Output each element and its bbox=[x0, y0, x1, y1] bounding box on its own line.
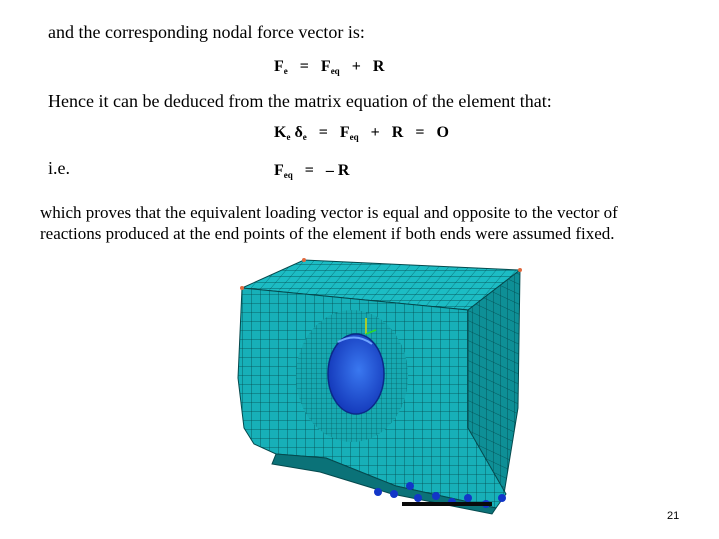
eq2-delta: δ bbox=[294, 124, 303, 141]
eq1-t1-sub: eq bbox=[330, 66, 340, 76]
eq1-op2: + bbox=[351, 58, 361, 75]
hole bbox=[328, 334, 384, 414]
eq1-op1: = bbox=[299, 58, 309, 75]
equation-element-matrix bbox=[274, 124, 449, 142]
eq2-op1: = bbox=[318, 124, 328, 141]
corner-node bbox=[302, 258, 306, 262]
eq2-delta-sub: e bbox=[302, 132, 307, 142]
equation-equivalent-load bbox=[274, 162, 349, 180]
eq3-lhs-sub: eq bbox=[283, 170, 293, 180]
eq3-lhs: F bbox=[274, 162, 284, 179]
eq3-op1: = bbox=[304, 162, 314, 179]
equation-nodal-force bbox=[274, 58, 384, 76]
eq2-t1: F bbox=[339, 124, 350, 141]
hence-text: Hence it can be deduced from the matrix equation of the element that: bbox=[48, 91, 552, 111]
eq2-op3: = bbox=[415, 124, 425, 141]
fe-mesh-figure bbox=[206, 258, 530, 516]
corner-node bbox=[240, 286, 244, 290]
eq2-k-sub: e bbox=[286, 132, 291, 142]
eq2-t3: O bbox=[436, 124, 449, 141]
eq3-rhs: – R bbox=[325, 162, 350, 179]
eq2-op2: + bbox=[370, 124, 380, 141]
eq2-t2: R bbox=[391, 124, 404, 141]
eq1-lhs: F bbox=[274, 58, 284, 75]
page-number: 21 bbox=[667, 510, 680, 522]
eq1-lhs-sub: e bbox=[283, 66, 288, 76]
eq2-t1-sub: eq bbox=[349, 132, 359, 142]
ie-label: i.e. bbox=[48, 158, 70, 178]
eq1-t1: F bbox=[320, 58, 331, 75]
eq2-k: K bbox=[274, 124, 287, 141]
corner-node bbox=[518, 268, 522, 272]
eq1-t2: R bbox=[372, 58, 385, 75]
intro-text: and the corresponding nodal force vector is: bbox=[48, 22, 365, 42]
conclusion-paragraph: which proves that the equivalent loading vector is equal and opposite to the vector of reactions produced at the end points of the element if both ends were assumed fixed. bbox=[40, 203, 618, 243]
